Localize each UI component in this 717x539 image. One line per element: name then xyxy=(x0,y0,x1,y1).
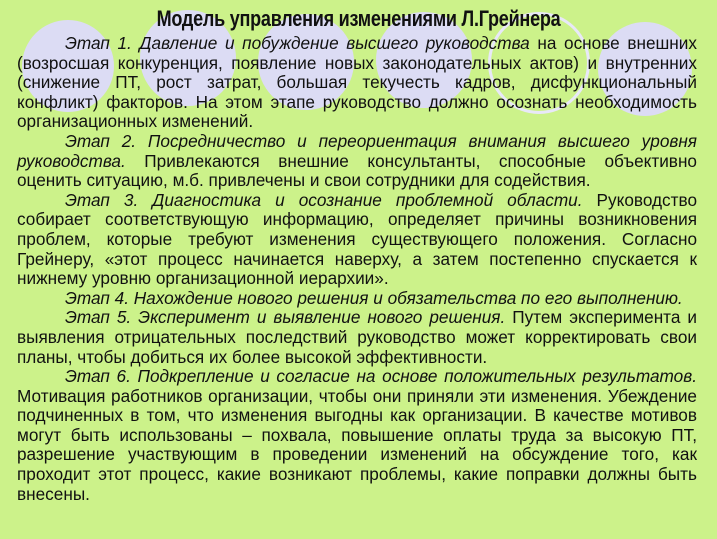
stage-4-label: Этап 4. Нахождение нового решения и обязательства по его выполнению. xyxy=(65,287,683,308)
stage-6-label: Этап 6. Подкрепление и согласие на основе положительных результатов. xyxy=(65,366,697,387)
stage-6-text: Мотивация работников организации, чтобы они приняли эти изменения. Убеждение подчиненных в том, что изменения выгодны как организации. В качестве мотивов могут быть использованы – похвала, повышение оплаты труда за высокую ПТ, разрешение участвующим в проведении изменений на обсуждение того, как проходит этот процесс, какие возникают проблемы, какие поправки должны быть внесены. xyxy=(17,385,697,504)
stage-1-text: на основе внешних (возросшая конкуренция, появление новых законодательных актов) и внутренних (снижение ПТ, рост затрат, большая текучесть кадров, дисфункциональный конфликт) факторов. На этом этапе руководство должно осознать необходимость организационных изменений. xyxy=(17,33,697,132)
stage-2-text: Привлекаются внешние консультанты, способные объективно оценить ситуацию, м.б. привлечены и свои сотрудники для содействия. xyxy=(17,150,697,191)
stage-5-label: Этап 5. Эксперимент и выявление нового решения. xyxy=(65,307,506,328)
slide-title: Модель управления изменениями Л.Грейнера xyxy=(156,6,561,31)
stage-paragraph-6 xyxy=(17,367,697,504)
stage-1-label: Этап 1. Давление и побуждение высшего руководства xyxy=(65,33,530,53)
stage-5-text: Путем эксперимента и выявления отрицательных последствий руководство может корректировать свои планы, чтобы добиться их более высокой эффективности. xyxy=(17,307,697,367)
stage-paragraph-1 xyxy=(17,34,697,132)
stage-paragraph-2 xyxy=(17,132,697,191)
stage-paragraph-5 xyxy=(17,308,697,367)
stages-text xyxy=(17,34,697,504)
stage-3-label: Этап 3. Диагностика и осознание проблемной области. xyxy=(65,189,583,210)
stage-paragraph-3 xyxy=(17,191,697,289)
stage-2-label: Этап 2. Посредничество и переориентация внимания высшего уровня руководства. xyxy=(17,130,697,171)
stage-paragraph-4 xyxy=(17,289,697,309)
stage-3-text: Руководство собирает соответствующую информацию, определяет причины возникновения проблем, которые требуют изменения существующего положения. Согласно Грейнеру, «этот процесс начинается наверху, а затем постепенно спускается к нижнему уровню организационной иерархии». xyxy=(17,189,697,289)
